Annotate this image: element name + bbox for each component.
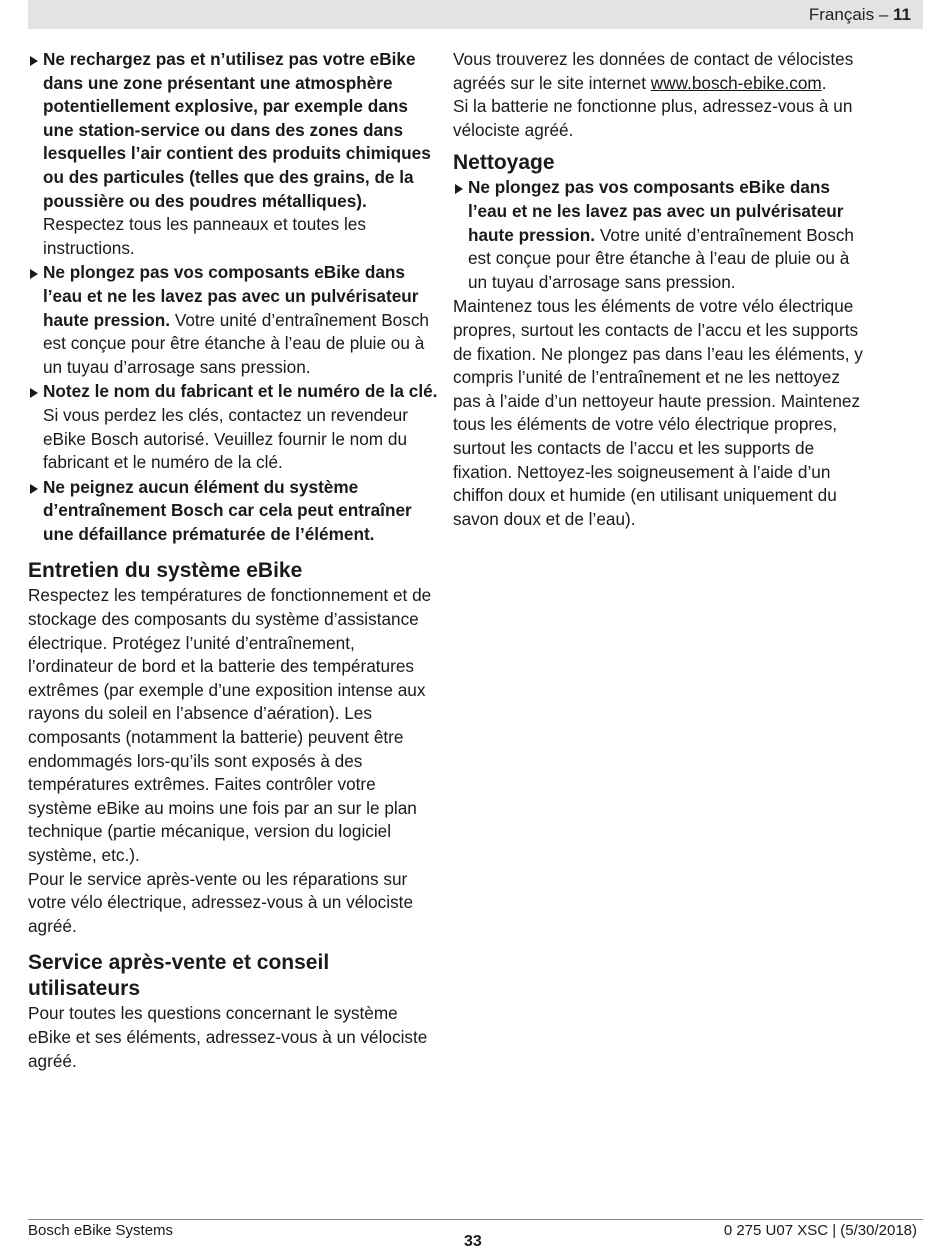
- bullet-bold-text: Ne plongez pas vos composants eBike dans l’eau et ne les lavez pas avec un pulvérisateur haute pression.: [43, 262, 419, 330]
- service-heading: Service après-vente et conseil utilisateurs: [28, 951, 330, 1001]
- footer-document-id: 0 275 U07 XSC | (5/30/2018): [723, 1222, 917, 1239]
- cleaning-bullet: [453, 176, 863, 294]
- cleaning-heading: Nettoyage: [453, 151, 555, 175]
- contact-text: Vous trouverez les données de contact de vélocistes agréés sur le site internet: [453, 49, 854, 93]
- header-page-number: 11: [893, 5, 911, 24]
- maintenance-heading: Entretien du système eBike: [28, 559, 303, 583]
- battery-note: Si la batterie ne fonctionne plus, adressez-vous à un vélociste agréé.: [453, 96, 853, 140]
- maintenance-paragraph-1: Respectez les températures de fonctionnement et de stockage des composants du système d’assistance électrique. Protégez l’unité d’entraînement, l’ordinateur de bord et la batterie des températures extrêmes (par exemple d’une exposition intense aux rayons du soleil en l’absence d’aération). Les composants (notamment la batterie) peuvent être endommagés lors-qu’ils sont exposés à des températures extrêmes. Faites contrôler votre système eBike au moins une fois par an sur le plan technique (partie mécanique, version du logiciel système, etc.).: [28, 585, 432, 865]
- left-column: [28, 48, 438, 1073]
- service-paragraph: Pour toutes les questions concernant le système eBike et ses éléments, adressez-vous à un vélociste agréé.: [28, 1003, 428, 1071]
- bullet-body-text: Respectez tous les panneaux et toutes les instructions.: [43, 214, 366, 258]
- maintenance-paragraph-2: Pour le service après-vente ou les réparations sur votre vélo électrique, adressez-vous à un vélociste agréé.: [28, 868, 414, 936]
- bullet-bold-text: Ne rechargez pas et n’utilisez pas votre eBike dans une zone présentant une atmosphère potentiellement explosive, par exemple dans une station-service ou dans des zones dans lesquelles l’air contient des produits chimiques ou des particules (telles que des grains, de la poussière ou des poudres métalliques).: [43, 49, 431, 211]
- bosch-ebike-link[interactable]: www.bosch-ebike.com: [650, 72, 822, 93]
- bullet-body-text: Votre unité d’entraînement Bosch est conçue pour être étanche à l’eau de pluie ou à un tuyau d’arrosage sans pression.: [43, 309, 429, 377]
- footer-divider: [28, 1219, 923, 1220]
- safety-bullet-key: [28, 380, 438, 474]
- cleaning-paragraph: Maintenez tous les éléments de votre vélo électrique propres, surtout les contacts de l’accu et les supports de fixation. Ne plongez pas dans l’eau les éléments, y compris l’unité de l’entraînement et ne les nettoyez pas à l’aide d’un nettoyeur haute pression. Maintenez tous les éléments de votre vélo électrique propres, surtout les contacts de l’accu et les supports de fixation. Nettoyez-les soigneusement à l’aide d’un chiffon doux et humide (en utilisant uniquement du savon doux et de l’eau).: [453, 296, 863, 529]
- bullet-bold-text: Notez le nom du fabricant et le numéro de la clé.: [43, 381, 438, 402]
- contact-period: .: [821, 72, 827, 93]
- header-language: Français: [808, 5, 875, 24]
- safety-bullet-paint: [28, 476, 438, 547]
- bullet-triangle-icon: [30, 269, 38, 279]
- safety-bullet-water: [28, 261, 438, 379]
- bullet-body-text: Si vous perdez les clés, contactez un revendeur eBike Bosch autorisé. Veuillez fournir le nom du fabricant et le numéro de la clé.: [43, 404, 408, 473]
- safety-bullet-explosive: [28, 48, 438, 260]
- contact-paragraph: [453, 48, 863, 95]
- header-separator: –: [878, 5, 889, 24]
- bullet-triangle-icon: [30, 388, 38, 398]
- header-page-label: [809, 5, 911, 25]
- footer-page-number: 33: [464, 1233, 482, 1250]
- bullet-triangle-icon: [455, 184, 463, 194]
- page-header: [28, 0, 923, 29]
- bullet-bold-text: Ne plongez pas vos composants eBike dans l’eau et ne les lavez pas avec un pulvérisateur haute pression.: [468, 177, 844, 245]
- footer-publisher: Bosch eBike Systems: [28, 1222, 174, 1239]
- bullet-bold-text: Ne peignez aucun élément du système d’entraînement Bosch car cela peut entraîner une défaillance prématurée de l’élément.: [43, 476, 412, 544]
- bullet-triangle-icon: [30, 56, 38, 66]
- right-column: [453, 48, 863, 531]
- bullet-triangle-icon: [30, 484, 38, 494]
- bullet-body-text: Votre unité d’entraînement Bosch est conçue pour être étanche à l’eau de pluie ou à un tuyau d’arrosage sans pression.: [468, 224, 854, 292]
